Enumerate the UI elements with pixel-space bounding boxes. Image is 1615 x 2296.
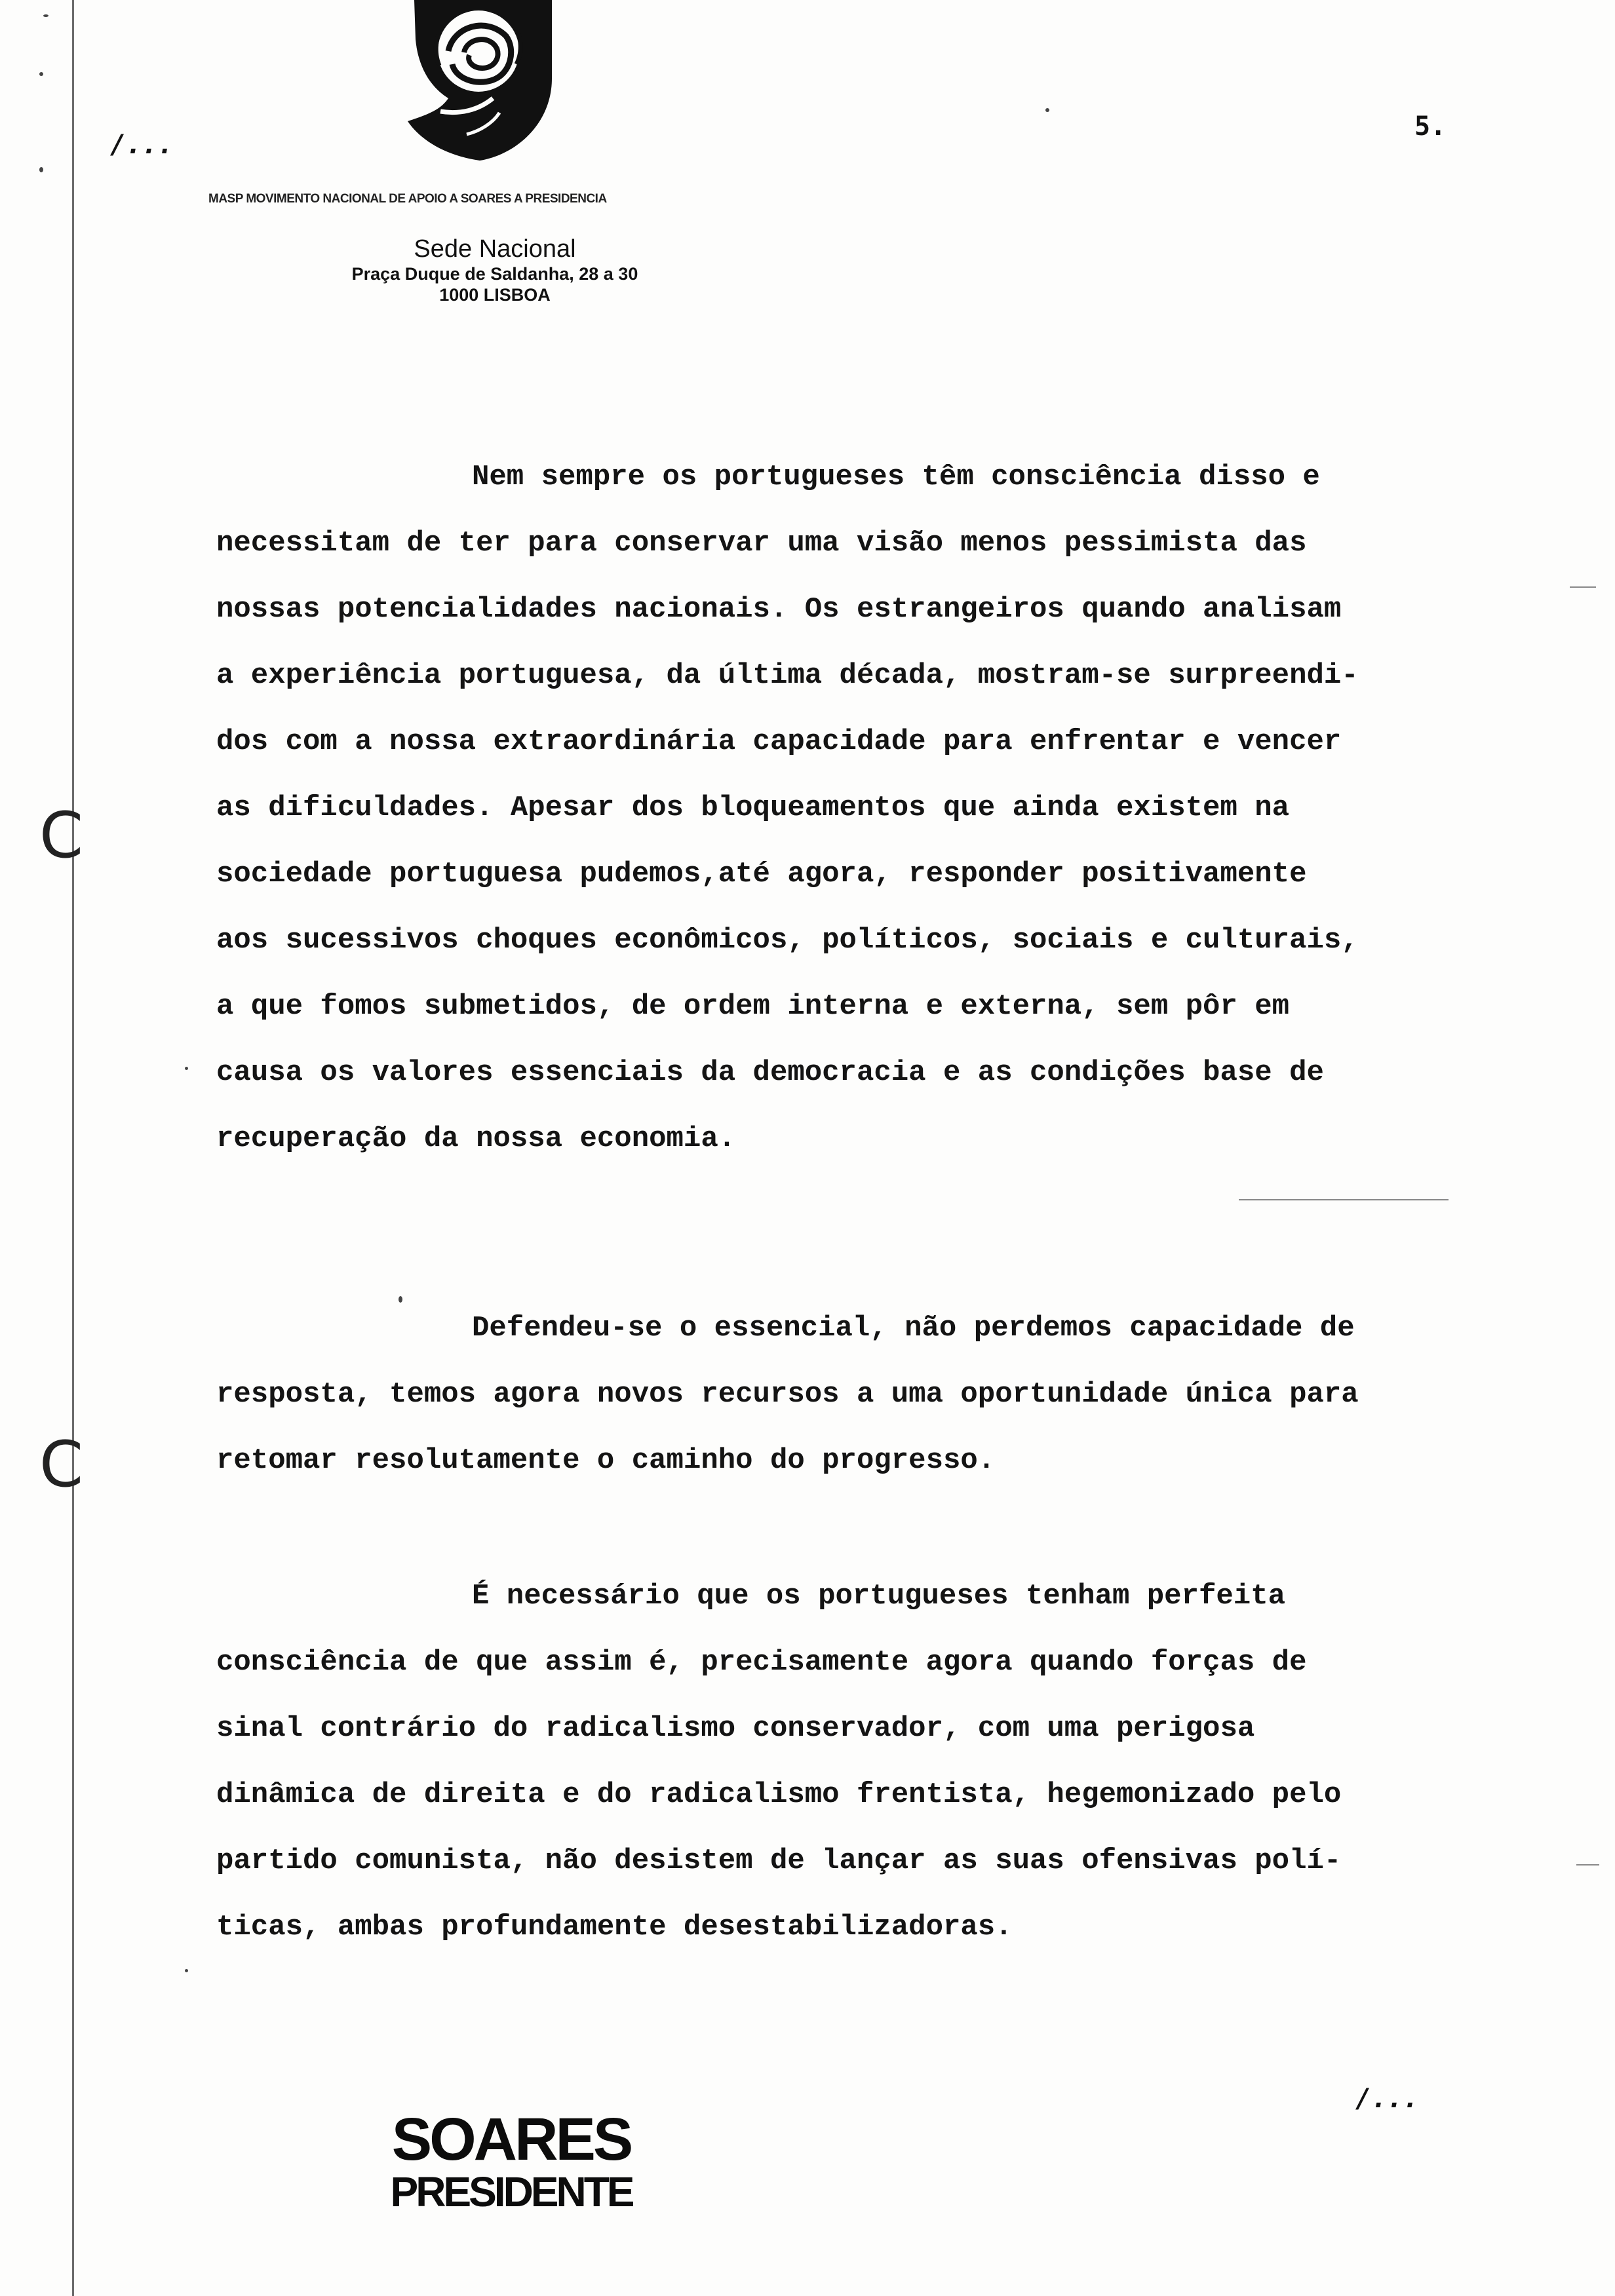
continuation-mark-bottom: /...	[1355, 2084, 1419, 2114]
headquarters-block	[282, 235, 708, 305]
scan-rule	[1576, 1864, 1599, 1866]
campaign-slogan	[357, 2106, 665, 2215]
scan-speck	[1045, 108, 1049, 112]
organization-name: MASP MOVIMENTO NACIONAL DE APOIO A SOARES A PRESIDENCIA	[208, 192, 607, 206]
body-paragraph: Nem sempre os portugueses têm consciência disso e necessitam de ter para conservar uma visão menos pessimista das nossas potencialidades nacionais. Os estrangeiros quando analisam a experiência portuguesa, da última década, mostram-se surpreendi- dos com a nossa extraordinária capacidade para enfrentar e vencer as dificuldades. Apesar dos bloqueamentos que ainda existem na sociedade portuguesa pudemos,até agora, responder positivamente aos sucessivos choques econômicos, políticos, sociais e culturais, a que fomos submetidos, de ordem interna e externa, sem pôr em causa os valores essenciais da democracia e as condições base de recuperação da nossa economia.	[216, 461, 1359, 1155]
scan-speck	[43, 14, 49, 17]
scan-speck	[185, 1969, 188, 1972]
page-number: 5.	[1414, 111, 1447, 142]
scan-rule	[1239, 1199, 1449, 1200]
slogan-line1: SOARES	[391, 2106, 631, 2173]
binding-edge-line	[72, 0, 74, 2296]
scan-speck	[185, 1067, 188, 1070]
scan-speck	[39, 72, 43, 76]
punch-hole-icon: 𝖢	[39, 1428, 84, 1501]
hq-title: Sede Nacional	[414, 235, 576, 263]
rose-emblem-icon	[401, 0, 558, 164]
slogan-line2: PRESIDENTE	[390, 2168, 632, 2215]
punch-hole-icon: 𝖢	[39, 799, 84, 872]
hq-address-line2: 1000 LISBOA	[439, 285, 551, 305]
continuation-mark-top: /...	[110, 130, 174, 160]
body-paragraph: Defendeu-se o essencial, não perdemos capacidade de resposta, temos agora novos recursos a uma oportunidade única para retomar resolutamente o caminho do progresso.	[216, 1312, 1359, 1477]
scan-speck	[39, 167, 43, 172]
hq-address-line1: Praça Duque de Saldanha, 28 a 30	[351, 264, 638, 284]
body-paragraph: É necessário que os portugueses tenham perfeita consciência de que assim é, precisamente agora quando forças de sinal contrário do radicalismo conservador, com uma perigosa dinâmica de direita e do radicalismo frentista, hegemonizado pelo partido comunista, não desistem de lançar as suas ofensivas polí- ticas, ambas profundamente desestabilizadoras.	[216, 1580, 1342, 1943]
scan-rule	[1570, 586, 1596, 588]
